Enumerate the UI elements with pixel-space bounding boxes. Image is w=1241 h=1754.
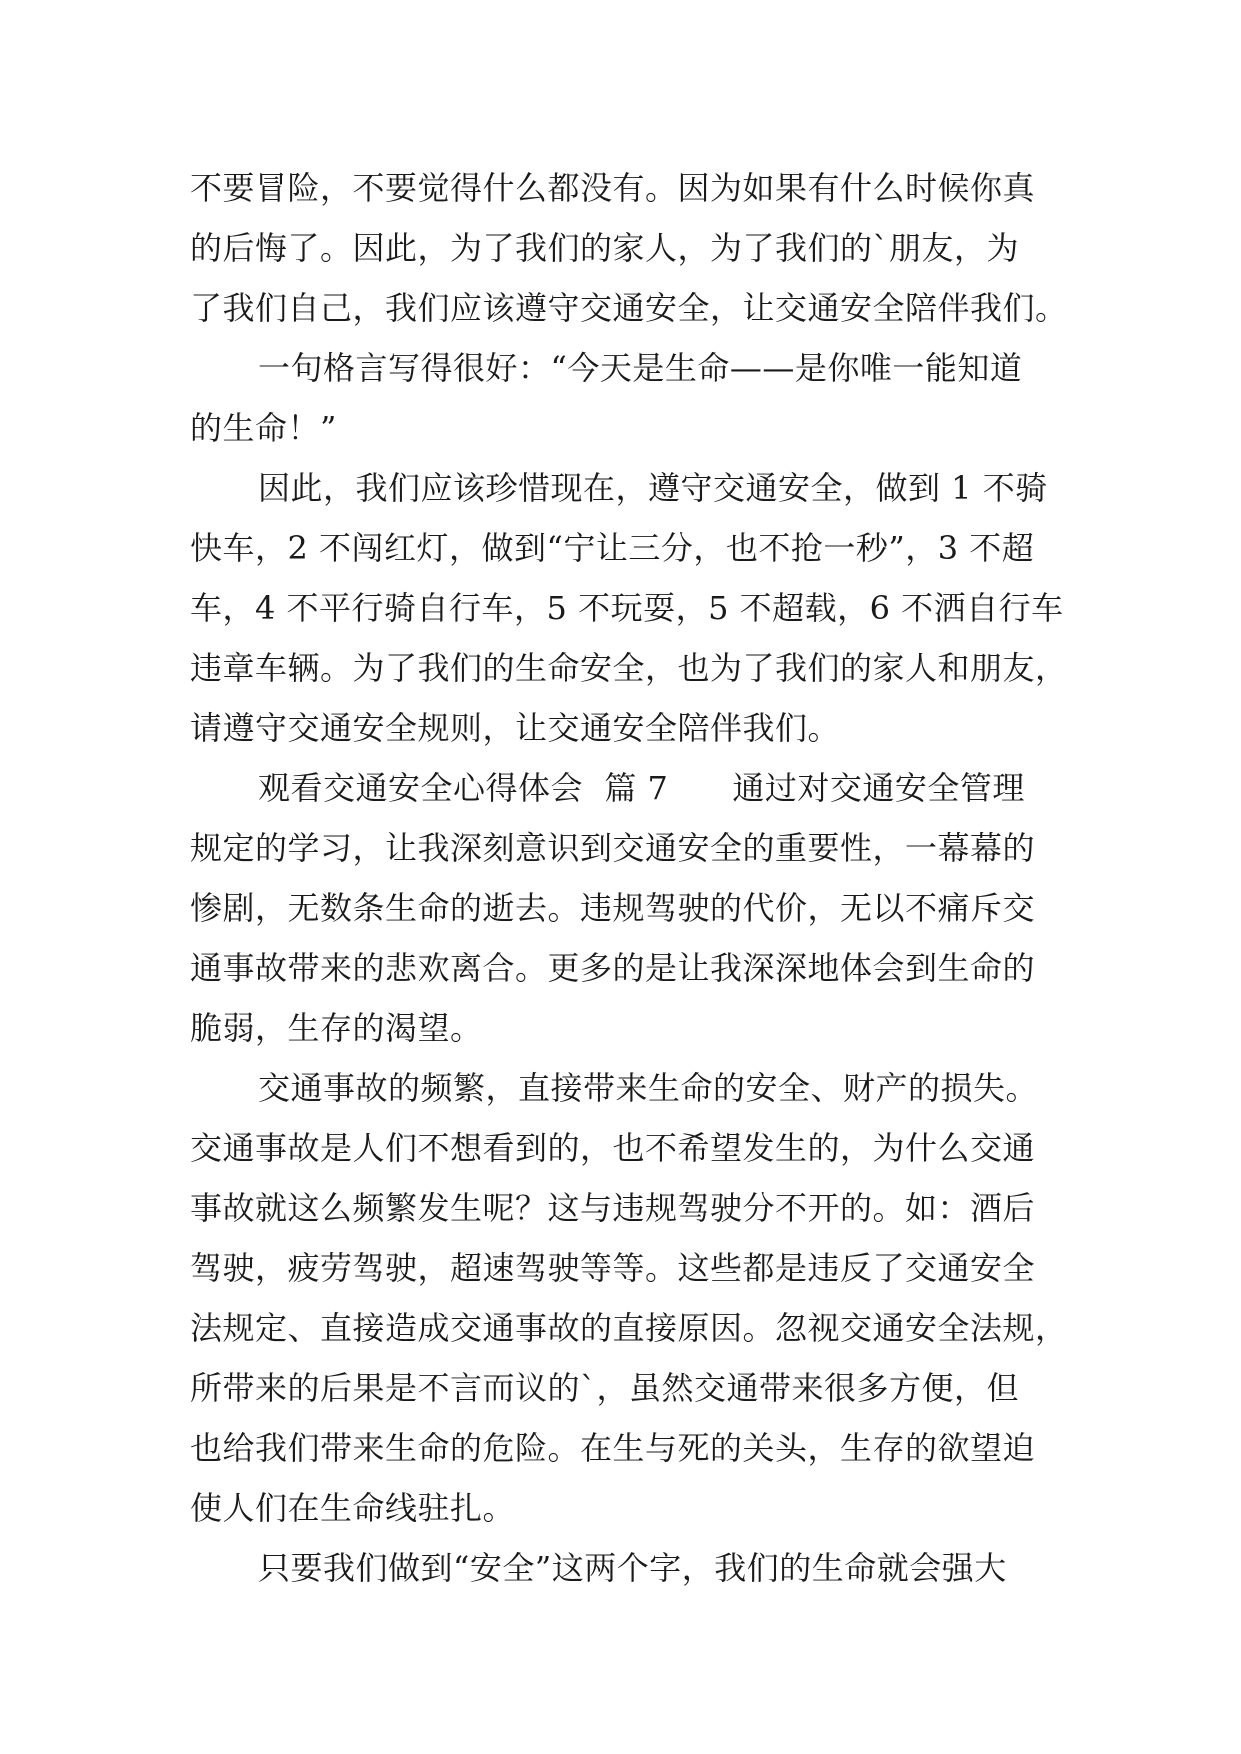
text-line: 通事故带来的悲欢离合。更多的是让我深深地体会到生命的 <box>190 949 1036 987</box>
text-line: 请遵守交通安全规则，让交通安全陪伴我们。 <box>190 709 841 747</box>
text-line: 惨剧，无数条生命的逝去。违规驾驶的代价，无以不痛斥交 <box>190 889 1036 927</box>
text-line: 使人们在生命线驻扎。 <box>190 1489 516 1527</box>
text-line: 也给我们带来生命的危险。在生与死的关头，生存的欲望迫 <box>190 1429 1036 1467</box>
text-line: 所带来的后果是不言而议的`，虽然交通带来很多方便，但 <box>190 1369 1020 1407</box>
text-line: 快车，2 不闯红灯，做到“宁让三分，也不抢一秒”，3 不超 <box>190 529 1035 567</box>
text-line: 只要我们做到“安全”这两个字，我们的生命就会强大 <box>258 1549 1007 1587</box>
text-line: 了我们自己，我们应该遵守交通安全，让交通安全陪伴我们。 <box>190 289 1068 327</box>
text-line: 交通事故的频繁，直接带来生命的安全、财产的损失。 <box>258 1069 1039 1107</box>
text-line: 因此，我们应该珍惜现在，遵守交通安全，做到 1 不骑 <box>258 469 1048 507</box>
text-line: 一句格言写得很好：“今天是生命——是你唯一能知道 <box>258 349 1023 387</box>
text-line: 车，4 不平行骑自行车，5 不玩耍，5 不超载，6 不洒自行车 <box>190 589 1064 627</box>
text-line: 事故就这么频繁发生呢？这与违规驾驶分不开的。如：酒后 <box>190 1189 1036 1227</box>
text-line: 违章车辆。为了我们的生命安全，也为了我们的家人和朋友， <box>190 649 1068 687</box>
text-line: 驾驶，疲劳驾驶，超速驾驶等等。这些都是违反了交通安全 <box>190 1249 1036 1287</box>
text-line: 规定的学习，让我深刻意识到交通安全的重要性，一幕幕的 <box>190 829 1036 867</box>
text-line: 不要冒险，不要觉得什么都没有。因为如果有什么时候你真 <box>190 169 1036 207</box>
text-line: 脆弱，生存的渴望。 <box>190 1009 483 1047</box>
text-line: 的后悔了。因此，为了我们的家人，为了我们的`朋友，为 <box>190 229 1020 267</box>
text-line: 法规定、直接造成交通事故的直接原因。忽视交通安全法规， <box>190 1309 1068 1347</box>
text-line: 交通事故是人们不想看到的，也不希望发生的，为什么交通 <box>190 1129 1036 1167</box>
text-line: 的生命！” <box>190 409 337 447</box>
section-heading-line: 观看交通安全心得体会 篇 7 通过对交通安全管理 <box>258 769 1025 807</box>
